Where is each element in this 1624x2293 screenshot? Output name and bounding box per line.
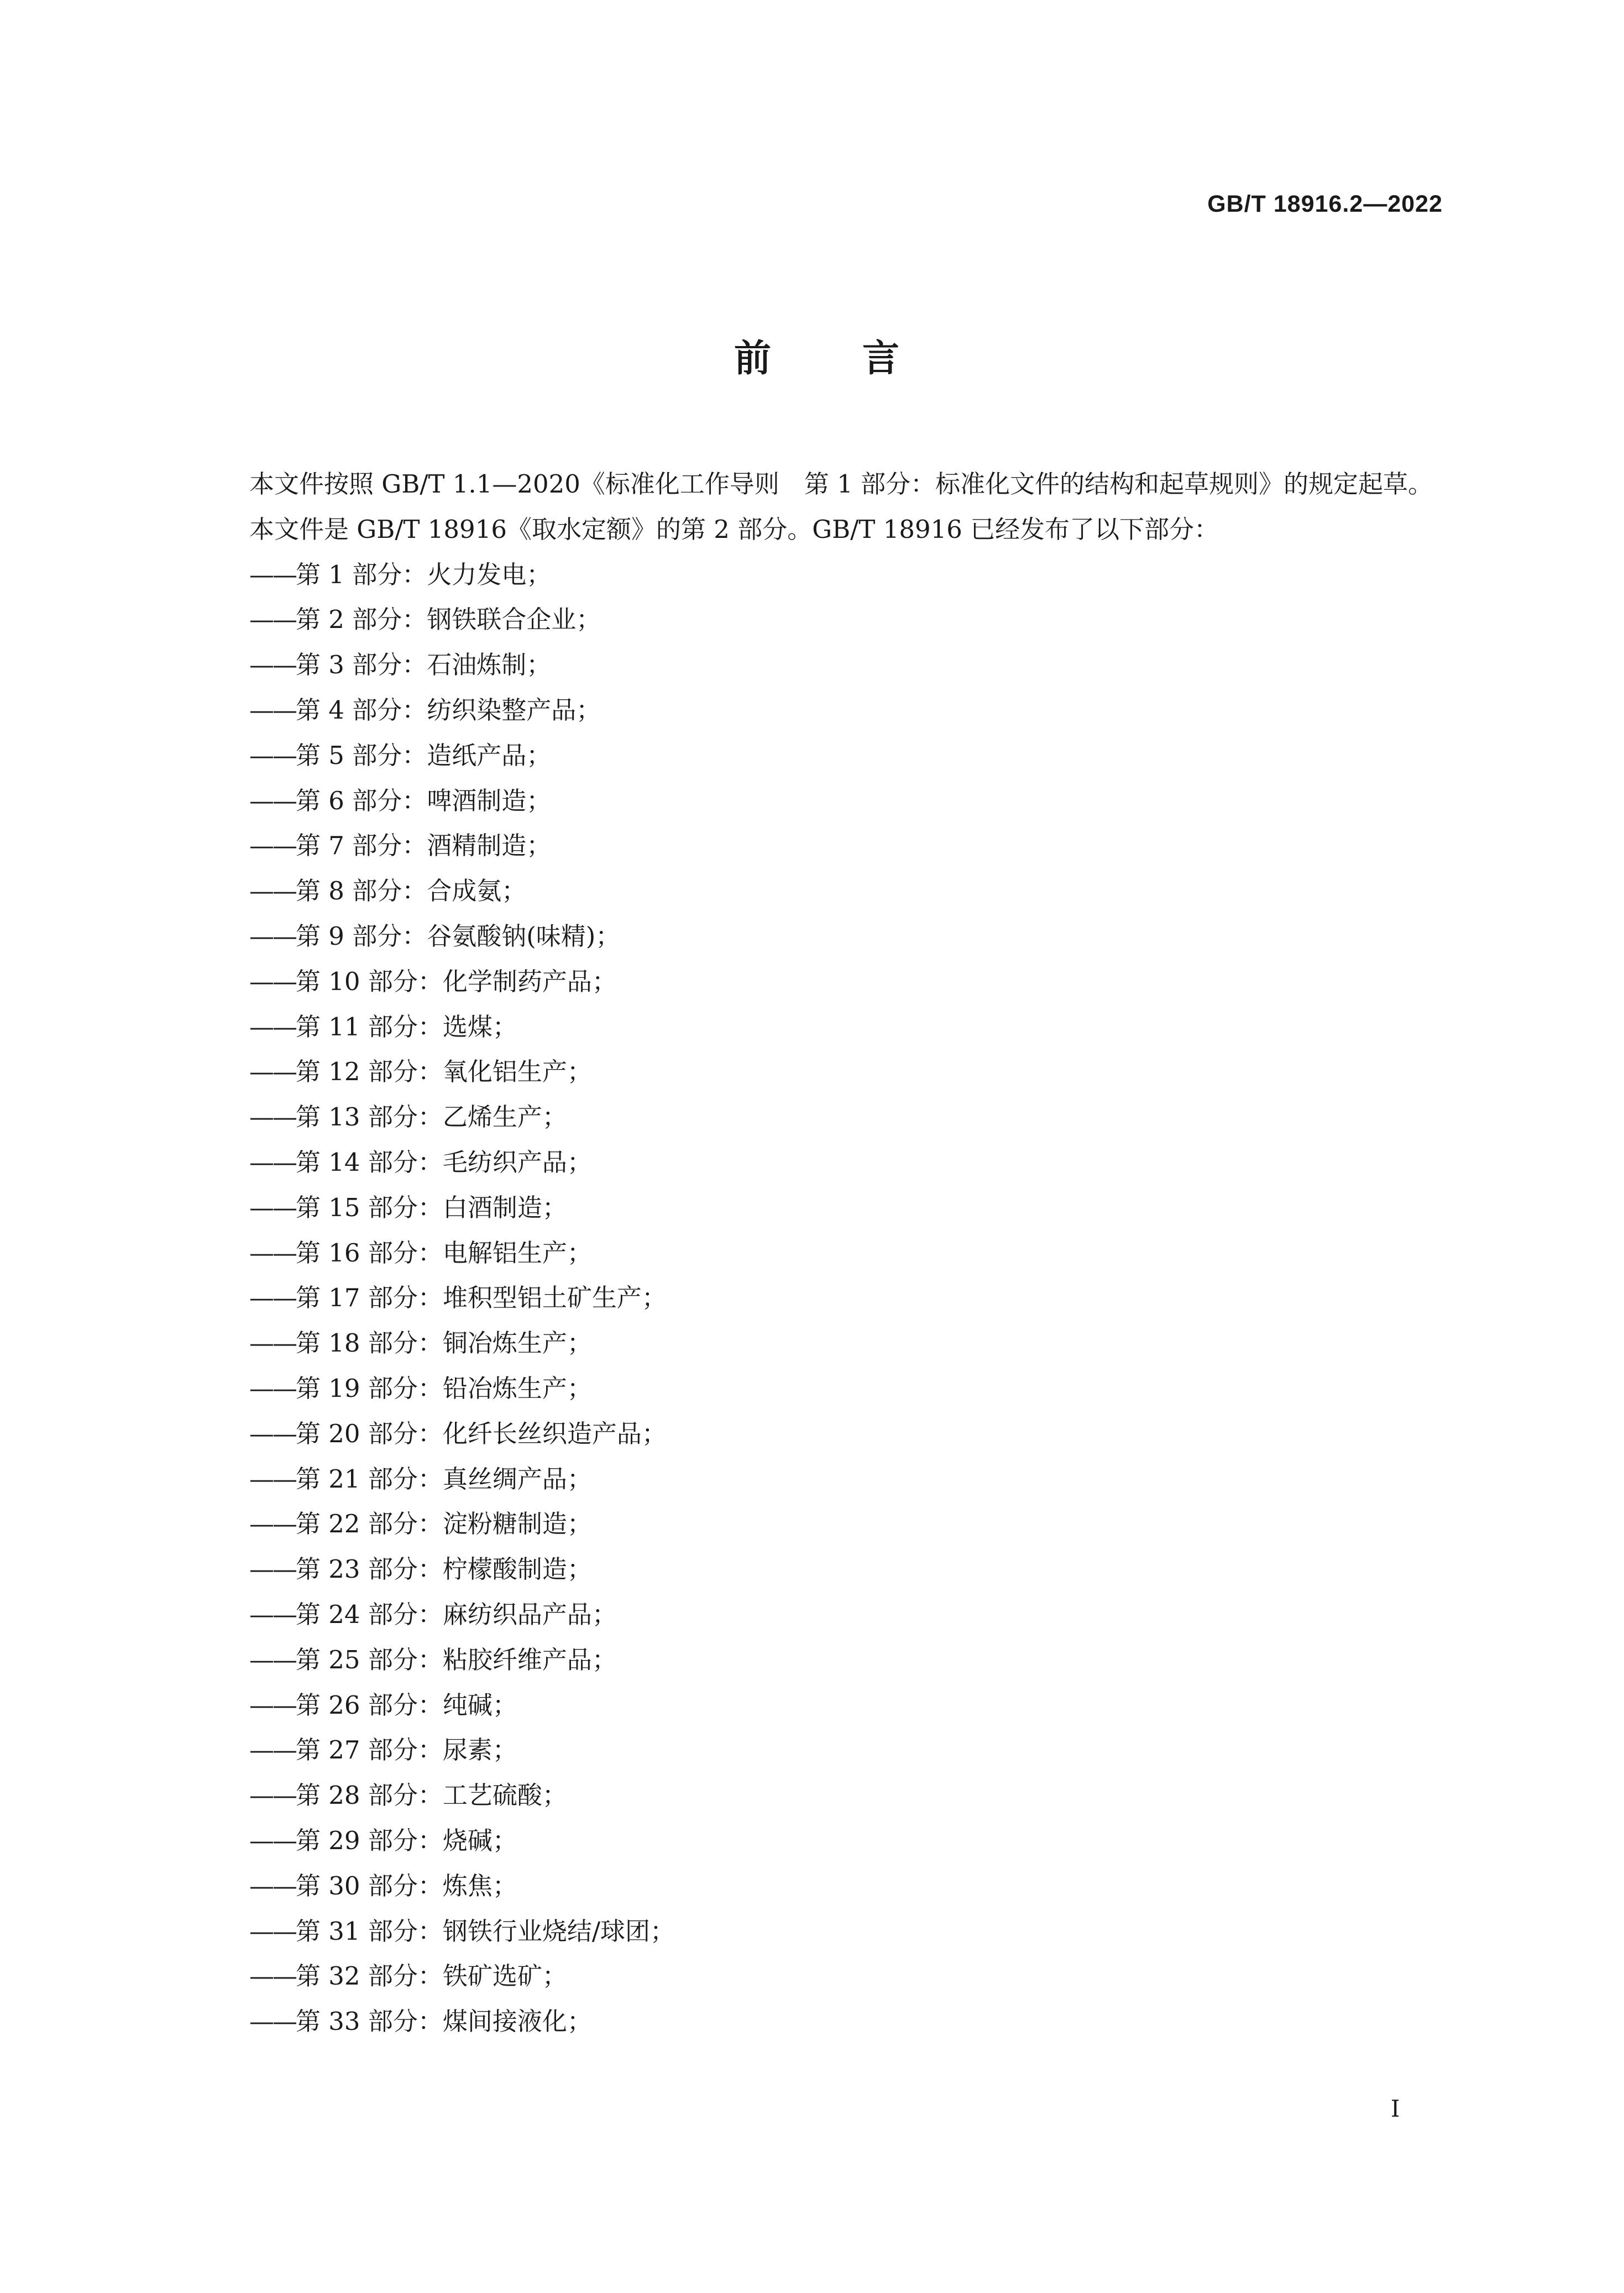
list-item-text: 第 15 部分：白酒制造； xyxy=(296,1192,567,1222)
list-item-text: 第 14 部分：毛纺织产品； xyxy=(296,1147,592,1177)
list-item xyxy=(194,1049,1443,1095)
list-item-text: 第 28 部分：工艺硫酸； xyxy=(296,1781,567,1810)
list-item-text: 第 1 部分：火力发电； xyxy=(296,559,552,589)
list-item xyxy=(194,1411,1443,1457)
list-dash: —— xyxy=(249,831,296,861)
parts-list xyxy=(194,552,1443,2044)
list-dash: —— xyxy=(249,1373,296,1403)
list-item xyxy=(194,1095,1443,1140)
list-dash: —— xyxy=(249,1916,296,1946)
list-item xyxy=(194,1909,1443,1954)
list-item-text: 第 24 部分：麻纺织品产品； xyxy=(296,1599,617,1629)
list-item xyxy=(194,868,1443,914)
list-item xyxy=(194,1954,1443,1999)
list-item-text: 第 32 部分：铁矿选矿； xyxy=(296,1961,567,1991)
list-item xyxy=(194,1547,1443,1592)
list-dash: —— xyxy=(249,1690,296,1720)
list-item xyxy=(194,1185,1443,1231)
list-item-text: 第 30 部分：炼焦； xyxy=(296,1871,517,1901)
list-dash: —— xyxy=(249,1328,296,1358)
list-item xyxy=(194,1818,1443,1863)
page-number: I xyxy=(1391,2095,1400,2122)
list-dash: —— xyxy=(249,1464,296,1494)
list-dash: —— xyxy=(249,1781,296,1810)
list-item xyxy=(194,914,1443,959)
list-item-text: 第 13 部分：乙烯生产； xyxy=(296,1102,567,1132)
list-item xyxy=(194,1683,1443,1728)
paragraph-drafting-basis: 本文件按照 GB/T 1.1—2020《标准化工作导则 第 1 部分：标准化文件的结构和起草规则》的规定起草。 xyxy=(249,469,1433,499)
list-item-text: 第 4 部分：纺织染整产品； xyxy=(296,695,601,725)
list-dash: —— xyxy=(249,1192,296,1222)
paragraph-series-intro: 本文件是 GB/T 18916《取水定额》的第 2 部分。GB/T 18916 已经发布了以下部分： xyxy=(249,514,1219,544)
list-item-text: 第 20 部分：化纤长丝织造产品； xyxy=(296,1418,667,1448)
list-item xyxy=(194,1140,1443,1185)
list-dash: —— xyxy=(249,786,296,815)
list-dash: —— xyxy=(249,966,296,996)
list-item xyxy=(194,778,1443,824)
list-item-text: 第 31 部分：钢铁行业烧结/球团； xyxy=(296,1916,675,1946)
list-item-text: 第 27 部分：尿素； xyxy=(296,1735,517,1765)
list-item xyxy=(194,1773,1443,1818)
list-item-text: 第 17 部分：堆积型铝土矿生产； xyxy=(296,1283,667,1313)
list-item xyxy=(194,823,1443,868)
list-item xyxy=(194,1321,1443,1366)
list-dash: —— xyxy=(249,1735,296,1765)
list-item xyxy=(194,1231,1443,1276)
list-dash: —— xyxy=(249,1871,296,1901)
list-item xyxy=(194,1004,1443,1050)
list-dash: —— xyxy=(249,695,296,725)
standard-code: GB/T 18916.2—2022 xyxy=(1207,191,1443,217)
list-dash: —— xyxy=(249,1418,296,1448)
list-item-text: 第 3 部分：石油炼制； xyxy=(296,650,552,680)
list-item xyxy=(194,597,1443,642)
list-dash: —— xyxy=(249,650,296,680)
list-dash: —— xyxy=(249,1645,296,1674)
list-item-text: 第 6 部分：啤酒制造； xyxy=(296,786,552,815)
list-item-text: 第 2 部分：钢铁联合企业； xyxy=(296,605,601,635)
list-dash: —— xyxy=(249,2007,296,2037)
list-dash: —— xyxy=(249,1825,296,1855)
list-item xyxy=(194,642,1443,688)
list-dash: —— xyxy=(249,1599,296,1629)
list-item-text: 第 18 部分：铜冶炼生产； xyxy=(296,1328,592,1358)
list-dash: —— xyxy=(249,1057,296,1087)
list-item-text: 第 26 部分：纯碱； xyxy=(296,1690,517,1720)
list-item-text: 第 25 部分：粘胶纤维产品； xyxy=(296,1645,617,1674)
list-item-text: 第 5 部分：造纸产品； xyxy=(296,740,552,770)
page-title-char-1: 前 xyxy=(734,337,771,380)
list-dash: —— xyxy=(249,876,296,906)
list-item-text: 第 22 部分：淀粉糖制造； xyxy=(296,1509,592,1539)
list-item xyxy=(194,733,1443,778)
list-item xyxy=(194,1275,1443,1321)
list-item xyxy=(194,552,1443,598)
list-item xyxy=(194,1999,1443,2044)
list-dash: —— xyxy=(249,1509,296,1539)
list-dash: —— xyxy=(249,740,296,770)
list-item-text: 第 23 部分：柠檬酸制造； xyxy=(296,1554,592,1584)
list-item xyxy=(194,688,1443,733)
list-item xyxy=(194,1501,1443,1547)
page-title xyxy=(734,331,928,386)
list-dash: —— xyxy=(249,1238,296,1268)
list-item xyxy=(194,1366,1443,1411)
list-item-text: 第 7 部分：酒精制造； xyxy=(296,831,552,861)
list-item xyxy=(194,1727,1443,1773)
list-item xyxy=(194,959,1443,1004)
list-dash: —— xyxy=(249,921,296,951)
list-item xyxy=(194,1863,1443,1909)
list-item-text: 第 33 部分：煤间接液化； xyxy=(296,2007,592,2037)
list-item-text: 第 19 部分：铅冶炼生产； xyxy=(296,1373,592,1403)
list-item-text: 第 16 部分：电解铝生产； xyxy=(296,1238,592,1268)
list-item-text: 第 29 部分：烧碱； xyxy=(296,1825,517,1855)
list-item-text: 第 8 部分：合成氨； xyxy=(296,876,527,906)
list-item-text: 第 10 部分：化学制药产品； xyxy=(296,966,617,996)
list-item xyxy=(194,1592,1443,1637)
list-item-text: 第 9 部分：谷氨酸钠(味精)； xyxy=(296,921,621,951)
list-dash: —— xyxy=(249,605,296,635)
list-item xyxy=(194,1637,1443,1683)
list-dash: —— xyxy=(249,1961,296,1991)
list-item-text: 第 21 部分：真丝绸产品； xyxy=(296,1464,592,1494)
page-title-char-2: 言 xyxy=(862,337,899,380)
list-dash: —— xyxy=(249,1147,296,1177)
document-body xyxy=(194,462,1443,2044)
list-item xyxy=(194,1457,1443,1502)
list-dash: —— xyxy=(249,1012,296,1041)
list-item-text: 第 12 部分：氧化铝生产； xyxy=(296,1057,592,1087)
list-dash: —— xyxy=(249,559,296,589)
list-item-text: 第 11 部分：选煤； xyxy=(296,1012,517,1041)
list-dash: —— xyxy=(249,1102,296,1132)
list-dash: —— xyxy=(249,1283,296,1313)
list-dash: —— xyxy=(249,1554,296,1584)
